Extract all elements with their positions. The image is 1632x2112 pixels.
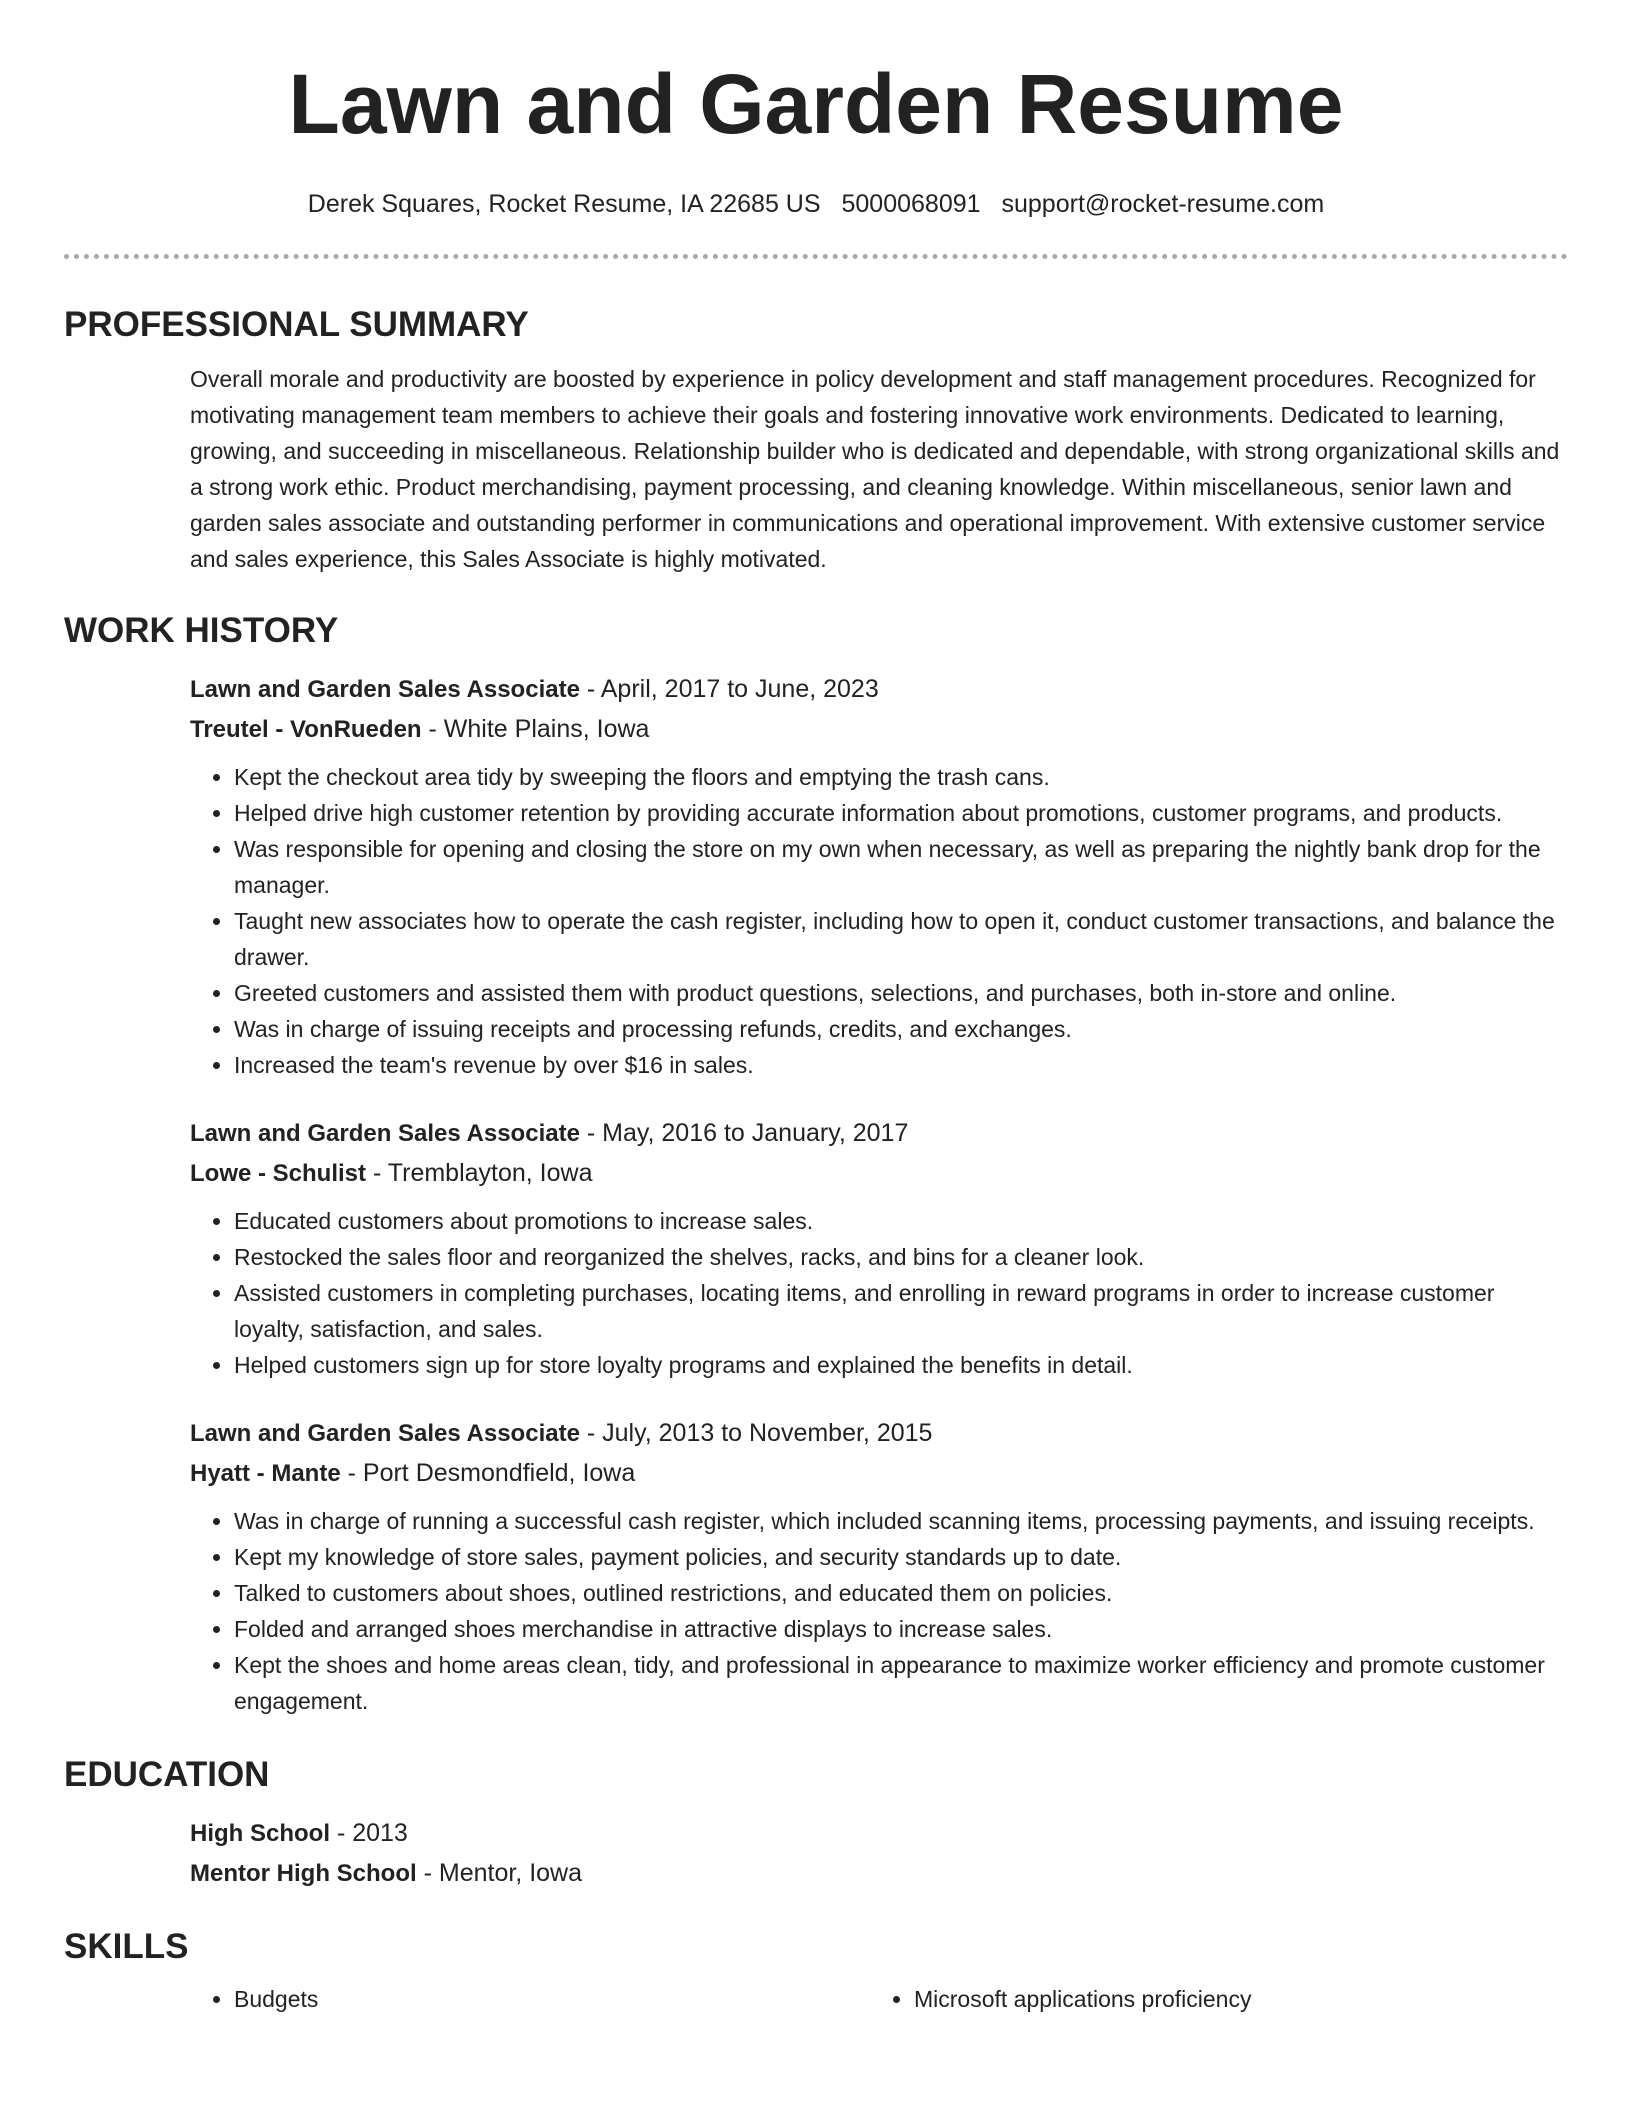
job-title-line	[190, 1413, 1568, 1453]
job-location: - Port Desmondfield, Iowa	[340, 1459, 636, 1487]
duty-item: • Restocked the sales floor and reorganized the shelves, racks, and bins for a cleaner look.	[234, 1239, 1568, 1275]
duty-item: • Helped drive high customer retention by providing accurate information about promotions, customer programs, and products.	[234, 795, 1568, 831]
job-entry	[190, 669, 1568, 1083]
job-company-line	[190, 1453, 1568, 1493]
resume-title: Lawn and Garden Resume	[288, 57, 1344, 151]
skills-column-left	[190, 1981, 870, 2017]
duty-item: • Talked to customers about shoes, outlined restrictions, and educated them on policies.	[234, 1575, 1568, 1611]
job-company: Lowe - Schulist	[190, 1160, 367, 1187]
education-location: - Mentor, Iowa	[416, 1859, 583, 1887]
education-year: - 2013	[330, 1819, 408, 1847]
contact-email: support@rocket-resume.com	[1001, 190, 1325, 218]
education-school: Mentor High School	[190, 1860, 417, 1887]
job-title: Lawn and Garden Sales Associate	[190, 1120, 580, 1147]
duty-item: • Increased the team's revenue by over $16 in sales.	[234, 1047, 1568, 1083]
job-duties	[190, 1203, 1568, 1383]
job-dates: - May, 2016 to January, 2017	[579, 1119, 909, 1147]
job-company-line	[190, 709, 1568, 749]
job-location: - Tremblayton, Iowa	[366, 1159, 593, 1187]
duty-item: • Helped customers sign up for store loyalty programs and explained the benefits in detail.	[234, 1347, 1568, 1383]
summary-text: Overall morale and productivity are boosted by experience in policy development and staff management procedures. Recognized for motivating management team members to achieve their goals and fostering innovative work environments. Dedicated to learning, growing, and succeeding in miscellaneous. Relationship builder who is dedicated and dependable, with strong organizational skills and a strong work ethic. Product merchandising, payment processing, and cleaning knowledge. Within miscellaneous, senior lawn and garden sales associate and outstanding performer in communications and operational improvement. With extensive customer service and sales experience, this Sales Associate is highly motivated.	[190, 366, 1560, 572]
header-divider	[64, 254, 1568, 259]
job-location: - White Plains, Iowa	[421, 715, 650, 743]
education-school-line	[190, 1853, 1568, 1893]
job-title: Lawn and Garden Sales Associate	[190, 1420, 580, 1447]
education-heading: EDUCATION	[64, 1755, 270, 1794]
job-dates: - April, 2017 to June, 2023	[579, 675, 879, 703]
education-degree-line	[190, 1813, 1568, 1853]
job-company: Hyatt - Mante	[190, 1460, 341, 1487]
job-duties	[190, 759, 1568, 1083]
education-entry	[190, 1813, 1568, 1893]
resume-page	[64, 0, 1568, 2017]
duty-item: • Was in charge of issuing receipts and processing refunds, credits, and exchanges.	[234, 1011, 1568, 1047]
job-title-line	[190, 1113, 1568, 1153]
skills-heading: SKILLS	[64, 1927, 189, 1966]
skills-column-right	[870, 1981, 1554, 2017]
duty-item: • Was responsible for opening and closing the store on my own when necessary, as well as preparing the nightly bank drop for the manager.	[234, 831, 1568, 903]
job-company-line	[190, 1153, 1568, 1193]
contact-phone: 5000068091	[841, 190, 981, 218]
job-duties	[190, 1503, 1568, 1719]
duty-item: • Kept the checkout area tidy by sweeping the floors and emptying the trash cans.	[234, 759, 1568, 795]
job-company: Treutel - VonRueden	[190, 716, 422, 743]
summary-heading: PROFESSIONAL SUMMARY	[64, 305, 529, 344]
duty-item: • Was in charge of running a successful cash register, which included scanning items, processing payments, and issuing receipts.	[234, 1503, 1568, 1539]
duty-item: • Kept my knowledge of store sales, payment policies, and security standards up to date.	[234, 1539, 1568, 1575]
duty-item: • Greeted customers and assisted them with product questions, selections, and purchases, both in-store and online.	[234, 975, 1568, 1011]
education-degree: High School	[190, 1820, 330, 1847]
job-title: Lawn and Garden Sales Associate	[190, 676, 580, 703]
skill-item: • Budgets	[234, 1981, 870, 2017]
work-history-heading: WORK HISTORY	[64, 611, 339, 650]
job-dates: - July, 2013 to November, 2015	[579, 1419, 933, 1447]
duty-item: • Taught new associates how to operate the cash register, including how to open it, conduct customer transactions, and balance the drawer.	[234, 903, 1568, 975]
duty-item: • Educated customers about promotions to increase sales.	[234, 1203, 1568, 1239]
contact-address: Derek Squares, Rocket Resume, IA 22685 US	[307, 190, 821, 218]
job-title-line	[190, 669, 1568, 709]
skills-list	[190, 1981, 1568, 2017]
duty-item: • Assisted customers in completing purchases, locating items, and enrolling in reward programs in order to increase customer loyalty, satisfaction, and sales.	[234, 1275, 1568, 1347]
job-entry	[190, 1413, 1568, 1719]
contact-line	[64, 186, 1568, 222]
job-entry	[190, 1113, 1568, 1383]
duty-item: • Kept the shoes and home areas clean, tidy, and professional in appearance to maximize worker efficiency and promote customer engagement.	[234, 1647, 1568, 1719]
duty-item: • Folded and arranged shoes merchandise in attractive displays to increase sales.	[234, 1611, 1568, 1647]
skill-item: • Microsoft applications proficiency	[914, 1981, 1554, 2017]
